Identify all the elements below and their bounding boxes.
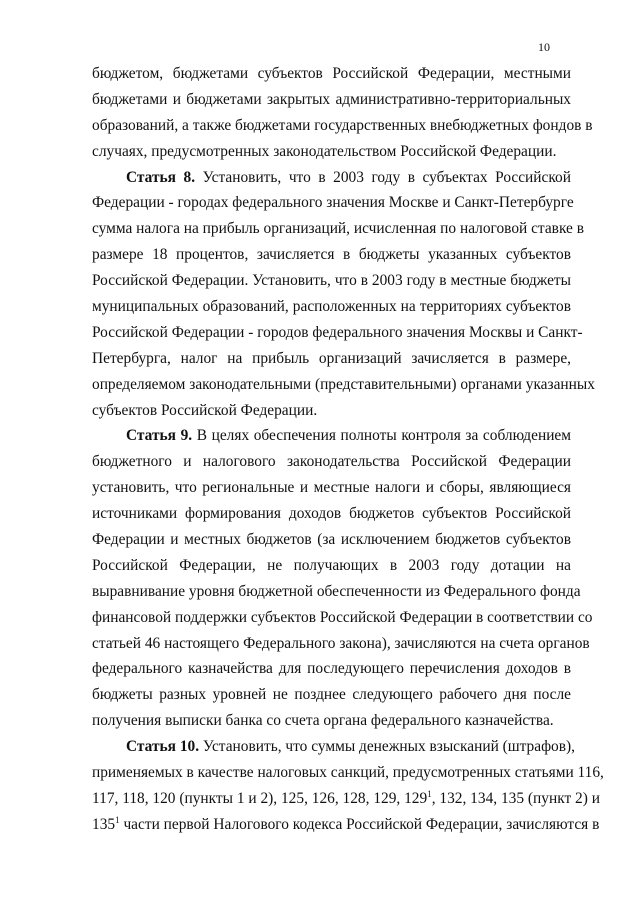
article-9 bbox=[92, 423, 593, 734]
text-line bbox=[92, 734, 575, 760]
page-number: 10 bbox=[538, 40, 550, 54]
text-line: сумма налога на прибыль организаций, исчисленная по налоговой ставке в bbox=[92, 220, 584, 238]
text-line bbox=[92, 165, 571, 191]
superscript: 1 bbox=[427, 788, 432, 799]
text-span: 117, 118, 120 (пункты 1 и 2), 125, 126, 128, 129, 129 bbox=[92, 789, 428, 807]
article-heading: Статья 10. bbox=[126, 738, 200, 756]
text-line bbox=[92, 812, 600, 838]
text-span: Установить, что в 2003 году в субъектах Российской bbox=[195, 168, 571, 186]
text-line: бюджеты разных уровней не позднее следующего рабочего дня после bbox=[92, 686, 571, 704]
article-10 bbox=[92, 734, 604, 838]
article-heading: Статья 9. bbox=[126, 427, 193, 445]
paragraph-continuation bbox=[92, 61, 593, 165]
article-heading: Статья 8. bbox=[126, 168, 196, 186]
text-line: применяемых в качестве налоговых санкций, предусмотренных статьями 116, bbox=[92, 764, 604, 782]
text-line: источниками формирования доходов бюджетов субъектов Российской bbox=[92, 505, 571, 523]
text-line: образований, а также бюджетами государственных внебюджетных фондов в bbox=[92, 116, 593, 134]
text-span: , 132, 134, 135 (пункт 2) и bbox=[431, 789, 600, 807]
superscript: 1 bbox=[115, 814, 120, 825]
text-line bbox=[92, 423, 571, 449]
text-line: Российской Федерации, не получающих в 2003 году дотации на bbox=[92, 556, 571, 574]
text-line: субъектов Российской Федерации. bbox=[92, 401, 318, 419]
text-line: финансовой поддержки субъектов Российской Федерации в соответствии со bbox=[92, 608, 593, 626]
text-line: установить, что региональные и местные налоги и сборы, являющиеся bbox=[92, 479, 571, 497]
text-line: муниципальных образований, расположенных на территориях субъектов bbox=[92, 298, 571, 316]
text-line: Федерации - городах федерального значения Москве и Санкт-Петербурге bbox=[92, 194, 574, 212]
document-body bbox=[92, 61, 604, 838]
text-line: Российской Федерации. Установить, что в 2003 году в местные бюджеты bbox=[92, 272, 571, 290]
article-8 bbox=[92, 165, 595, 424]
text-line: статьей 46 настоящего Федерального закона), зачисляются на счета органов bbox=[92, 634, 590, 652]
text-line: Российской Федерации - городов федерального значения Москвы и Санкт- bbox=[92, 323, 583, 341]
text-line: бюджетного и налогового законодательства Российской Федерации bbox=[92, 453, 571, 471]
text-line: случаях, предусмотренных законодательством Российской Федерации. bbox=[92, 142, 557, 160]
text-line bbox=[92, 786, 600, 812]
text-line: Петербурга, налог на прибыль организаций зачисляется в размере, bbox=[92, 349, 571, 367]
text-line: получения выписки банка со счета органа федерального казначейства. bbox=[92, 712, 554, 730]
text-line: выравнивание уровня бюджетной обеспеченности из Федерального фонда bbox=[92, 582, 581, 600]
text-line: определяемом законодательными (представительными) органами указанных bbox=[92, 375, 595, 393]
text-line: размере 18 процентов, зачисляется в бюджеты указанных субъектов bbox=[92, 246, 571, 264]
text-line: Федерации и местных бюджетов (за исключением бюджетов субъектов bbox=[92, 531, 571, 549]
text-span: части первой Налогового кодекса Российской Федерации, зачисляются в bbox=[119, 815, 600, 833]
text-line: бюджетом, бюджетами субъектов Российской Федерации, местными bbox=[92, 65, 571, 82]
text-line: бюджетами и бюджетами закрытых административно-территориальных bbox=[92, 90, 571, 108]
text-span: 135 bbox=[92, 815, 116, 833]
text-span: В целях обеспечения полноты контроля за соблюдением bbox=[192, 427, 572, 445]
text-line: федерального казначейства для последующего перечисления доходов в bbox=[92, 660, 571, 678]
text-span: Установить, что суммы денежных взысканий (штрафов), bbox=[199, 738, 575, 756]
